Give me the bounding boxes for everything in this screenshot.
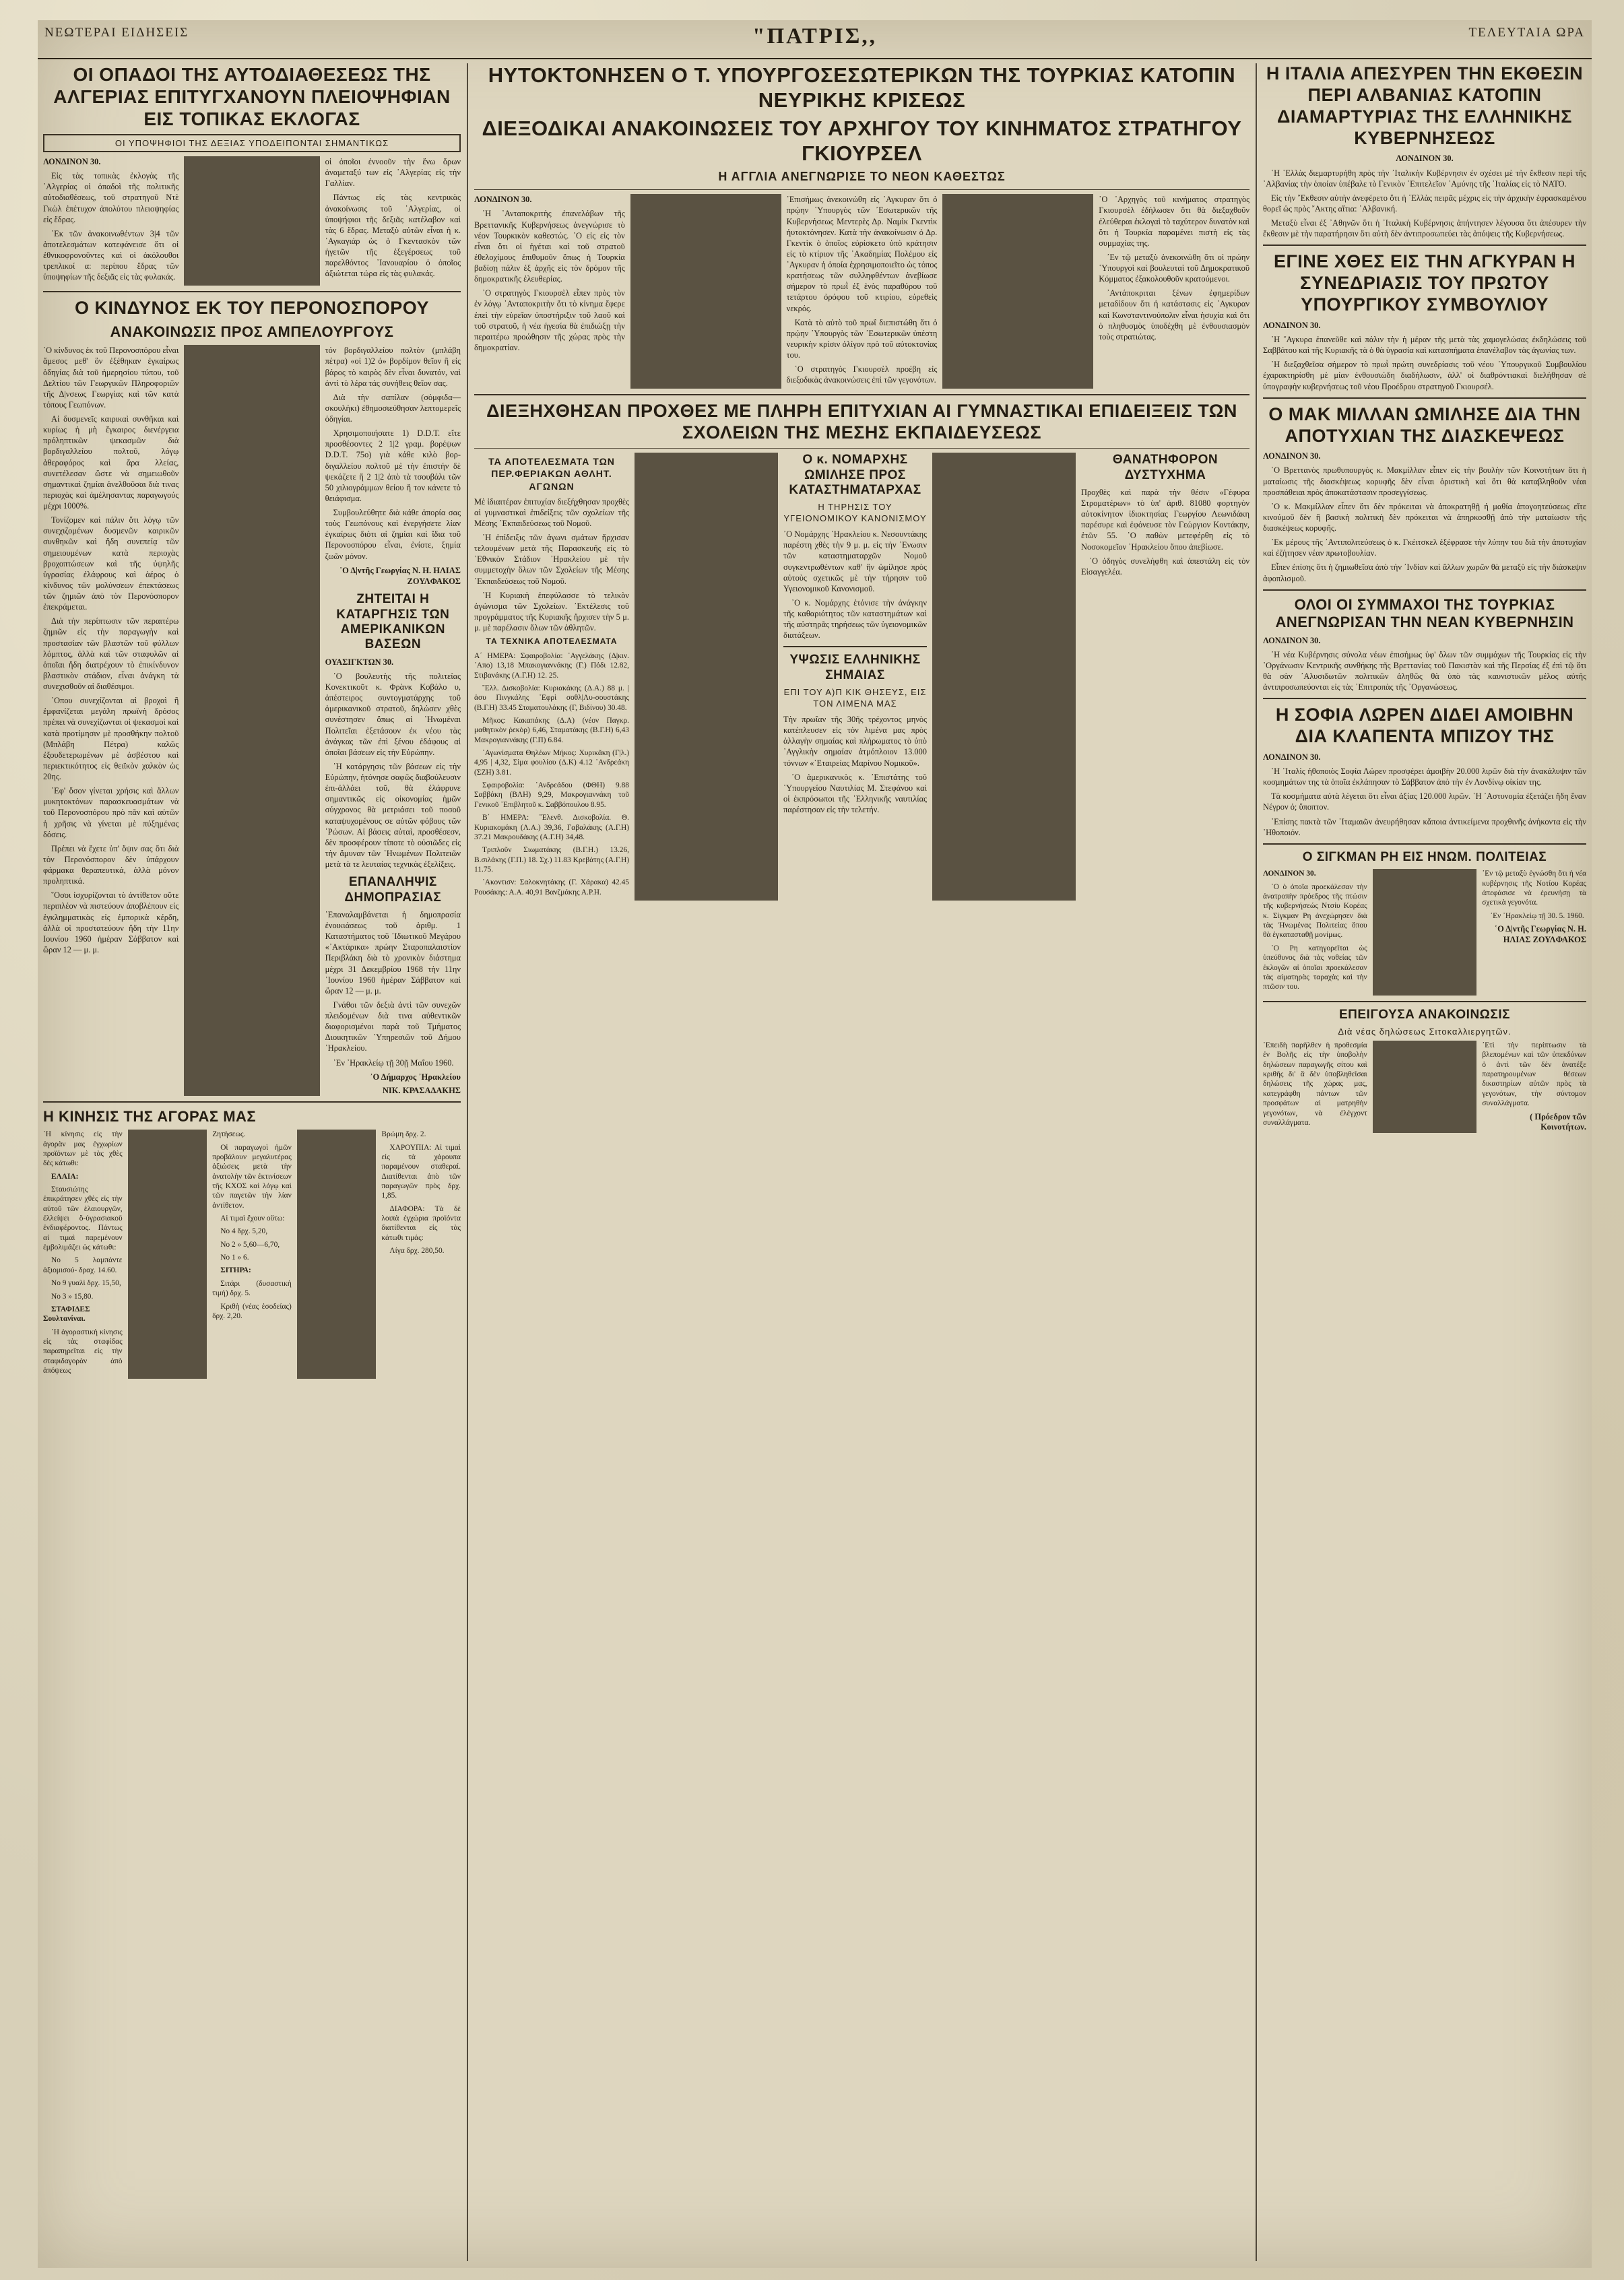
rhee-p3: ᾽Εν τῷ μεταξὺ ἐγνώσθη ὅτι ἡ νέα κυβέρνησις τῆς Νοτίου Κορέας ἀπεφάσισε νὰ ἐρευνήσῃ τὰ σχετικὰ γεγονότα.: [1482, 870, 1587, 907]
subhead-flag: ΕΠΙ ΤΟΥ Α)Π ΚΙΚ ΘΗΣΕΥΣ, ΕΙΣ ΤΟΝ ΛΙΜΕΝΑ ΜΑΣ: [783, 687, 927, 709]
pero-c2-t2: Διὰ τὴν σαπίλαν (σόμφιδα—σκουλήκι) ἐθημοσιεύθησαν λεπτομερεῖς ὁδηγίαι.: [325, 392, 461, 424]
subhead-urgent-notice: Διὰ νέας δηλώσεως Σιτοκαλλιεργητῶν.: [1338, 1026, 1512, 1037]
article-allies: [1263, 596, 1586, 693]
pero-p8: ῞Οσοι ἰσχυρίζονται τὸ ἀντίθετον οὕτε περιπλέον νὰ πιστεύουν ἀποβλέπουν εἰς ἐγκλημματικὰς εἰς ἐμπορικὰ κέρδη, ἀλλὰ οἱ προστατεύουν ἤδη τὴν 11ην Ιουνίου 1960 ἡμέραν Σάββατον καὶ ὥραν 12 — μ. μ.: [43, 890, 179, 954]
gym-res-2: Μῆκος: Κακαπάκης (Δ.Α) (νέον Παγκρ. μαθητικὸν ῥεκὸρ) 6,46, Σταματάκης (Β.Γ.Η) 6,43 Μακρογιαννάκης (Γ.Π) 6.84.: [474, 716, 629, 744]
pero-p7: Πρέπει νὰ ἔχετε ὑπ' ὄψιν σας ὅτι διὰ τὸν Περονόσπορον δὲν ὑπάρχουν φάρμακα θεραπευτικά, ἀλλὰ μόνον προληπτικά.: [43, 843, 179, 886]
dateline-rhee: ΛΟΝΔΙΝΟΝ 30.: [1263, 870, 1316, 878]
auction-sign2: ΝΙΚ. ΚΡΑΣΑΔΑΚΗΣ: [382, 1085, 461, 1095]
notice-signature: ( Πρόεδρον τῶν Κοινοτήτων.: [1530, 1111, 1587, 1132]
accident-p1: Προχθὲς καὶ παρὰ τὴν θέσιν «Γέφυρα Στροματέρων» τὸ ὑπ' ἀριθ. 81080 φορτηγὸν αὐτοκίνητον ἰδιοκτησίας Γεωργίου Λεωνιδάκη παρέσυρε καὶ ἐφόνευσε τὸν Γεώργιον Κοντάκην, ἐτῶν 55. ᾽Ο παθὼν μετεφέρθη εἰς τὸ Νοσοκομεῖον ᾽Ηρακλείου ὅπου ἀπεβίωσε.: [1081, 487, 1249, 552]
auction-p3: ᾽Εν ᾽Ηρακλείῳ τῇ 30ῇ Μαΐου 1960.: [333, 1057, 454, 1068]
pero-p4: Διὰ τὴν περίπτωσιν τῶν περαιτέρω ζημιῶν εἰς τὴν παραγωγὴν καὶ προστασίαν τῶν βλαστῶν τοῦ φύλλων λόμπτος, ἀλλὰ καὶ τῶν σταφυλῶν αἱ ὁποῖαι ἤδη διατρέχουν τὸ ἐπικίνδυνον βλαστικὸν στάδιον, εἶναι ἀνάγκη τὰ συνεχισθοῦν αἱ διαθέσιμοι.: [43, 616, 179, 692]
notice-p2: ᾽Ετὶ τὴν περίπτωσιν τὰ βλεπομένων καὶ τῶν ὑπεκδύνων ὁ ἀντὶ τῶν δὲν ἀνατέξε παρατηρουμένων θέσεων δικαστηρίων αὐτῶν πρὸς τὰ γεγονότων, τὴν σύντομον συναλλάγματα.: [1482, 1041, 1587, 1108]
subhead-gym-results: ΤΑ ΑΠΟΤΕΛΕΣΜΑΤΑ ΤΩΝ ΠΕΡ.ΦΕΡΙΑΚΩΝ ΑΘΛΗΤ. ΑΓΩΝΩΝ: [488, 456, 615, 492]
market-c2t8: Σιτάρι (δυσαστικὴ τιμή) δρχ. 5.: [212, 1279, 292, 1298]
paper-sheet: [38, 20, 1592, 2268]
market-c2t5: Νο 2 » 5,60—6,70,: [220, 1240, 280, 1249]
allies-p1: ῾Η νέα Κυβέρνησις σύνολα νέων ἐπισήμως ὑφ' ὅλων τῶν συμμάχων τῆς Τουρκίας εἰς τὴν ᾽Οργάνωσιν Κεντρικῆς συνθήκης τῆς Βρεττανίας τοῦ Πακιστὰν καὶ τῆς Περσίας ἐξ ἐπὶ τῷ ὅτι θὰ σὰν ᾽Αλυσιδωτῶν πολιτικῶν ἀληθῶς θὰ ὑπὸ τὰς καυνιστικῶν μέλος αὐτῆς ἀντιπροσωπεύονται εἰς τὰς ᾽Επιτροπὰς τῆς ᾽Οργανώσεως.: [1263, 649, 1586, 692]
gym-p1: Μὲ ἰδιαιτέραν ἐπιτυχίαν διεξήχθησαν προχθὲς αἱ γυμναστικαὶ ἐπιδείξεις τῶν σχολείων τῆς Μέσης ᾽Εκπαιδεύσεως τοῦ Νομοῦ.: [474, 496, 629, 528]
article-macmillan: [1263, 404, 1586, 584]
article-gymnastics: [474, 401, 1249, 901]
macmillan-p4: Εἶπεν ἐπίσης ὅτι ἡ ζημιωθεῖσα ἀπὸ τὴν ᾽Ινδίαν καὶ ἄλλων χωρῶν θὰ μεταξὺ εἰς τὴν διάσκεψιν ἀφοπλισμοῦ.: [1263, 562, 1586, 583]
accident-p2: ᾽Ο ὁδηγὸς συνελήφθη καὶ ἀπεστάλη εἰς τὸν Εἰσαγγελέα.: [1081, 556, 1249, 577]
market-b2: Νο 5 λαμπάντε ἀξιομισού- δραχ. 14.60.: [43, 1256, 123, 1274]
article-syngman-rhee: [1263, 850, 1586, 996]
masthead-left-label: ΝΕΩΤΕΡΑΙ ΕΙΔΗΣΕΙΣ: [44, 26, 189, 40]
nomarch-p3: ᾽Ο Νομάρχης ᾽Ηρακλείου κ. Νεσουντάκης παρέστη χθὲς τὴν 9 μ. μ. εἰς τὴν ᾽Ενωσιν τῶν καταστηματαρχῶν Νομοῦ συγκεντρωθέντων καθ' ἣν ὡμίλησε πρὸς αὐτοὺς σχετικῶς μὲ τὴν τήρησιν τοῦ Υγειονομικοῦ Κανονισμοῦ.: [783, 529, 927, 593]
article-italy: [1263, 63, 1586, 239]
headline-flag: ΥΨΩΣΙΣ ΕΛΛΗΝΙΚΗΣ ΣΗΜΑΙΑΣ: [789, 653, 921, 682]
italy-p1: ῾Η ῾Ελλὰς διεμαρτυρήθη πρὸς τὴν ᾽Ιταλικὴν Κυβέρνησιν ἐν σχέσει μὲ τὴν ἔκθεσιν περὶ τῆς ᾽Αλβανίας τὴν ὁποίαν ὑπέβαλε τὸ Γενικὸν ᾽Επιτελεῖον ᾽Αμύνης τῆς ᾽Ιταλίας εἰς τὸ ΝΑΤΟ.: [1263, 168, 1586, 189]
macmillan-p1: ῾Ο Βρεττανὸς πρωθυπουργὸς κ. Μακμίλλαν εἶπεν εἰς τὴν βουλὴν τῶν Κοινοτήτων ὅτι ἡ ματαίωσις τῆς διασκέψεως κορυφῆς δὲν εἶναι ὁριστικὴ καὶ ὅτι θὰ καταβληθοῦν νέαι προσπάθειαι πρὸς ἀποκατάστασιν προσεγγίσεως.: [1263, 465, 1586, 497]
dateline-allies: ΛΟΝΔΙΝΟΝ 30.: [1263, 635, 1321, 645]
gym-res-7: ᾽Ακοντισν: Σαλοκνητάκης (Γ. Χάρακα) 42.45 Ρουσάκης: Α.Α. 40,91 Βανζμάκης Α.Ρ.Η.: [474, 878, 629, 897]
algeria-p4: Πάντως εἰς τὰς κεντρικὰς ἀνακοίνωσις τοῦ ᾽Αλγερίας, οἱ ὑποψήφιοι τῆς δεξιᾶς κατέλαβον καὶ τὰς 6 ἕδρας. Μεταξὺ αὐτῶν εἶναι ἡ κ. ᾽Αγκαγιάρ ὡς ὁ Γκεντασκὸν τῶν ἡγετῶν τῆς ἐξεγέρσεως τοῦ παρελθόντος ᾽Ιανουαρίου ὁ ὁποῖος ἀξιώτεται τώρα εἰς τὰς φυλακάς.: [325, 193, 461, 279]
bases-p1: ᾽Ο βουλευτὴς τῆς πολιτείας Κονεκτικοῦτ κ. Φρὰνκ Κοβάλο υ, ἀπέστειρος συντογματάρχης τοῦ ἀμερικανικοῦ στρατοῦ, δηλώσεν χθὲς συνέστησεν ὅπως αἱ ῾Ηνωμέναι Πολιτεῖαι ἐξετάσουν ἐκ νέου τὰς ἀνάγκας τῶν ἐπὶ ξένου ἐδάφους αἱ ὁποῖαι βάσεων εἰς τὴν Εὐρώπην.: [325, 671, 461, 757]
headline-nomarch: Ο κ. ΝΟΜΑΡΧΗΣ ΩΜΙΛΗΣΕ ΠΡΟΣ ΚΑΤΑΣΤΗΜΑΤΑΡΧΑΣ: [789, 453, 921, 497]
pero-c2-t1: τόν βορδιγαλλείου πολτὸν (μπλάβη πέτρα) «οἱ 1)2 ὁ» βορδίμον θεῖον ἢ εἰς βάρος τὸ καιρὸς δὲν εἶναι δυνατόν, ναὶ ἀντὶ τὸ λέρα τάς συνήθεις θεῖον σας.: [325, 346, 461, 388]
headline-macmillan: Ο ΜΑΚ ΜΙΛΛΑΝ ΩΜΙΛΗΣΕ ΔΙΑ ΤΗΝ ΑΠΟΤΥΧΙΑΝ ΤΗΣ ΔΙΑΣΚΕΨΕΩΣ: [1268, 403, 1581, 446]
notice-p1: ᾽Επειδὴ παρῆλθεν ἡ προθεσμία ἐν Βολῆς εἰς τὴν ὑποβολὴν δηλώσεων παραγωγῆς σίτου καὶ κριθῆς δι' ἃ δὲν ὑποβληθεῖσαι δηλώσεις τῆς χώρας μας, κατεγράφθη πάντων τῶν προσφάτων αἱ ματρηθὴν γεγονότων, νὰ ἐλέγχοντ συναλλάγματα.: [1263, 1041, 1367, 1127]
subhead-algeria: ΟΙ ΥΠΟΨΗΦΙΟΙ ΤΗΣ ΔΕΞΙΑΣ ΥΠΟΔΕΙΠΟΝΤΑΙ ΣΗΜΑΝΤΙΚΩΣ: [43, 134, 461, 152]
turkey-c2p1: ῾Ο ᾽Αρχηγὸς τοῦ κινήματος στρατηγὸς Γκιουρσὲλ ἐδήλωσεν ὅτι θὰ διεξαχθοῦν ἐλεύθεραι ἐκλογαὶ τὸ ταχύτερον δυνατὸν καὶ ὅτι ἡ Τουρκία παραμένει πιστὴ εἰς τὰς συμμαχίας της.: [1099, 195, 1249, 248]
headline-gymnastics: ΔΙΕΞΗΧΘΗΣΑΝ ΠΡΟΧΘΕΣ ΜΕ ΠΛΗΡΗ ΕΠΙΤΥΧΙΑΝ ΑΙ ΓΥΜΝΑΣΤΙΚΑΙ ΕΠΙΔΕΙΞΕΙΣ ΤΩΝ ΣΧΟΛΕΙΩΝ ΤΗΣ ΜΕΣΗΣ ΕΚΠΑΙΔΕΥΣΕΩΣ: [486, 401, 1237, 443]
pero-p3: Τονίζομεν καὶ πάλιν ὅτι λόγῳ τῶν συνεχιζομένων δυσμενῶν καιρικῶν συνθηκῶν καὶ ἤδη συνεπείᾳ τῶν σημειουμένων κατὰ περιοχὰς βροχοπτώσεων καὶ τῆς ὑψηλῆς ὑγρασίας ἐλάφρους καὶ ἀέρος ὁ κίνδυνος τῶν μολύνσεων ἐπεκτάσεως τῶν ζημιῶν ἀπὸ τὸν Περονόσπορον ἐπεκράμεται.: [43, 515, 179, 612]
algeria-p1: Εἰς τὰς τοπικὰς ἐκλογὰς τῆς ᾽Αλγερίας οἱ ὀπαδοὶ τῆς πολιτικῆς αὐτοδιαθέσεως, τοῦ στρατηγοῦ Ντὲ Γκὼλ ἐπέτυχον ἀπολύτου πλειοψηφίας εἰς ἕδρας.: [43, 171, 179, 224]
headline-peronospora: Ο ΚΙΝΔΥΝΟΣ ΕΚ ΤΟΥ ΠΕΡΟΝΟΣΠΟΡΟΥ: [75, 298, 429, 319]
headline-allies: ΟΛΟΙ ΟΙ ΣΥΜΜΑΧΟΙ ΤΗΣ ΤΟΥΡΚΙΑΣ ΑΝΕΓΝΩΡΙΣΑΝ ΤΗΝ ΝΕΑΝ ΚΥΒΕΡΝΗΣΙΝ: [1275, 595, 1574, 630]
gym-res-6: Τριπλοῦν Σιωματάκης (Β.Γ.Η.) 13.26, Β.σιλάκης (Γ.Π.) 18. Σχ.) 11.83 Κρεβάτης (Α.Γ.Η) 11.75.: [474, 846, 629, 874]
headline-italy: Η ΙΤΑΛΙΑ ΑΠΕΣΥΡΕΝ ΤΗΝ ΕΚΘΕΣΙΝ ΠΕΡΙ ΑΛΒΑΝΙΑΣ ΚΑΤΟΠΙΝ ΔΙΑΜΑΡΤΥΡΙΑΣ ΤΗΣ ΕΛΛΗΝΙΚΗΣ ΚΥΒΕΡΝΗΣΕΩΣ: [1266, 63, 1584, 148]
dateline-bases: ΟΥΑΣΙΓΚΤΩΝ 30.: [325, 657, 394, 667]
headline-loren: Η ΣΟΦΙΑ ΛΩΡΕΝ ΔΙΔΕΙ ΑΜΟΙΒΗΝ ΔΙΑ ΚΛΑΠΕΝΤΑ ΜΠΙΖΟΥ ΤΗΣ: [1275, 705, 1574, 747]
turkey-c2p3: ᾽Αντάποκριται ξένων ἐφημερίδων μεταδίδουν ὅτι ἡ κατάστασις εἰς ᾽Αγκυραν καὶ Κωνσταντινούπολιν εἶναι ἡσυχία καὶ ὅτι ὁ πληθυσμὸς ὑποδέχθη μὲ ἐνθουσιασμὸν τοὺς στρατιώτας.: [1099, 288, 1249, 341]
market-c2t4: Νο 4 δρχ. 5,20,: [220, 1227, 268, 1236]
market-c2t2: Οἱ παραγωγοὶ ἡμῶν προβάλουν μεγαλυτέρας ἀξιώσεις μετὰ τὴν ἀνατολὴν τῶν ἐκτινίσεων τῆς ΚΧΟΣ καὶ λόγῳ καὶ τῶν παγετῶν τὴν λίαν ἀντίθετον.: [212, 1143, 292, 1210]
market-c2t6: Νο 1 » 6.: [220, 1253, 249, 1262]
subhead-sanitary: Η ΤΗΡΗΣΙΣ ΤΟΥ ΥΓΕΙΟΝΟΜΙΚΟΥ ΚΑΝΟΝΙΣΜΟΥ: [783, 502, 927, 524]
pero-p5: ᾽Οπου συνεχίζονται αἱ βροχαὶ ἢ ἐμφανίζεται μεγάλη πρωϊνὴ δρόσος πρέπει νὰ συνεχίζωνται οἱ ψεκασμοὶ καὶ κατὰ προτίμησιν μὲ προσθήκην πολτοῦ (Μπλάβη Πέτρα) καλῶς ἐξουδετερωμένων μὲ ἀσβέστου καὶ περιεκτικότητος εἰς θειϊκὸν χαλκὸν ὡς 20ης.: [43, 696, 179, 782]
gym-res-3: ᾽Αγωνίσματα Θηλέων Μήκος: Χυρικᾶκη (Γ|λ.) 4,95 | 4,32, Σὶμα φουλίου (Δ.Κ) 4.12 ᾽Ανδρεάκη (ΣΖΗ) 3.81.: [474, 749, 629, 777]
auction-p1: ᾽Επαναλαμβάνεται ἡ δημοπρασία ἐνοικιάσεως τοῦ ἀριθμ. 1 Καταστήματος τοῦ ᾽Ιδιωτικοῦ Μεγάρου «᾽Ακτάρικα» πρώην Σταροπαλαιστίον Περιβλάκη διὰ τὸ χρονικὸν διάστημα μέχρι 31 Δεκεμβρίου 1968 τὴν 11ην ᾽Ιουνίου 1960 ἡμέραν Σάββατον καὶ ὥραν 12 — μ. μ.: [325, 909, 461, 996]
market-b3: Νο 9 γυαλὶ δρχ. 15,50,: [51, 1279, 121, 1288]
dateline-turkey: ΛΟΝΔΙΝΟΝ 30.: [474, 195, 532, 205]
market-c2t3: Αἱ τιμαὶ ἔχουν οὕτω:: [220, 1214, 285, 1223]
headline-gursel: ΔΙΕΞΟΔΙΚΑΙ ΑΝΑΚΟΙΝΩΣΕΙΣ ΤΟΥ ΑΡΧΗΓΟΥ ΤΟΥ ΚΙΝΗΜΑΤΟΣ ΣΤΡΑΤΗΓΟΥ ΓΚΙΟΥΡΣΕΛ: [482, 117, 1242, 165]
gym-p3: ῾Η Κυριακὴ ἐπεφύλασσε τὸ τελικὸν ἀγώνισμα τῶν Σχολείων. ᾽Εκτέλεσις τοῦ προγράμματος τῆς Κυριακῆς ἤρχισεν τὴν 5 μ. μ. μὲ παρέλασιν ὅλων τῶν ἀθλητῶν.: [474, 590, 629, 633]
market-c2t7: ΣΙΤΗΡΑ:: [220, 1266, 251, 1275]
market-c3t2: ΧΑΡΟΥΠΙΑ: Αἱ τιμαὶ εἰς τὰ χάρουπα παραμένουν σταθεραί. Διατίθενται ἀπὸ τῶν παραγωγῶν πρὸς δρχ. 1,85.: [381, 1143, 461, 1200]
flag-p6: ᾽Ο ἁμερικανικὸς κ. ᾽Επιστάτης τοῦ ῾Υπουργείου Ναυτιλίας Μ. Στεφάνου καὶ οἱ ἐκπρόσωποι τῆς ῾Ελληνικῆς ναυτιλίας παρέστησαν εἰς τὴν τελετήν.: [783, 772, 927, 814]
gym-res-1: ῎Ελλ. Δισκοβολία: Κυριακάκης (Δ.Α.) 88 μ. | ἀσυ Πινγκάλης ᾽Εφρὶ σοθλ|Λυ-σουστάκης (Β.Γ.Η) 33.45 Σταματουλάκης (Γ, Βιδίνου) 30.48.: [474, 684, 629, 712]
market-c2t1: Ζητήσεως.: [212, 1130, 246, 1139]
turkey-p3: ᾽Επισήμως ἀνεκοινώθη εἰς ᾽Αγκυραν ὅτι ὁ πρῴην ῾Υπουργὸς τῶν ᾽Εσωτερικῶν τῆς Κυβερνήσεως Μεντερὲς Δρ. Ναμὶκ Γκεντὶκ ἠυτοκτόνησεν. Κατὰ τὴν ἀνακοίνωσιν ὁ Δρ. Γκεντὶκ ὁ ὁποῖος εὑρίσκετο ὑπὸ κράτησιν εἰς τὸ κτίριον τῆς ᾽Ακαδημίας Πολέμου εἰς ᾽Αγκυραν ἡ ὁποία ἐχρησιμοποιεῖτο ὡς τόπος κρατήσεως τῶν συλληφθέντων ἀνεβίωσε σήμερον τὸ πρωῒ ἐξ ἑνὸς παραθύρου τοῦ τετάρτου ὀρόφου τοῦ κτιρίου, εὑρεθεὶς νεκρός.: [786, 195, 938, 313]
rhee-p2: ᾽Ο Ρη κατηγορεῖται ὡς ὑπεύθυνος διὰ τὰς νοθείας τῶν ἐκλογῶν αἱ ὁποῖαι προεκάλεσαν τὰς αἱματηρὰς ταραχὰς καὶ τὴν πτῶσιν του.: [1263, 944, 1367, 991]
article-turkey-lead: [474, 63, 1249, 389]
cabinet-p1: ῾Η ῎Αγκυρα ἐπανεῦθε καὶ πάλιν τὴν ἡ μέραν τῆς μετὰ τὰς χαμογελώσας ἐκδηλώσεις τοῦ Σαββάτου καὶ τῆς Κυριακῆς τὰ ὁ θὰ ὑγρασία καὶ κατασπήματα ἐπανέλαβον τὰς ἀγωνίας των.: [1263, 335, 1586, 356]
headline-bases: ΖΗΤΕΙΤΑΙ Η ΚΑΤΑΡΓΗΣΙΣ ΤΩΝ ΑΜΕΡΙΚΑΝΙΚΩΝ ΒΑΣΕΩΝ: [336, 592, 450, 652]
auction-p2: Γνάθοι τῶν δεξιὰ ἀντὶ τῶν συνεχῶν πλειδομένων διὰ τινα αὐθεντικῶν διαφορισμένοι παρὰ τοῦ Τμήματος Διοικητικῶν ᾽Υπηρεσιῶν τοῦ Δήμου ᾽Ηρακλείου.: [325, 1000, 461, 1053]
macmillan-p3: ᾽Εκ μέρους τῆς ᾽Αντιπολιτεύσεως ὁ κ. Γκέιτσκελ ἐξέφρασε τὴν λύπην του διὰ τὴν ἀποτυχίαν καὶ ἐζήτησεν νέαν πρωτοβουλίαν.: [1263, 538, 1586, 558]
headline-urgent-notice: ΕΠΕΙΓΟΥΣΑ ΑΝΑΚΟΙΝΩΣΙΣ: [1339, 1007, 1510, 1022]
column-divider-2: [1256, 63, 1257, 2261]
cabinet-p2: ῾Η διεξαχθεῖσα σήμερον τὸ πρωῒ πρώτη συνεδρίασις τοῦ νέου ῾Υπουργικοῦ Συμβουλίου ἐχαρακτηρίσθη μὲ μίαν ἐνθουσιώδη διαδήλωσιν, ἀλλ' οἱ διαθρόντιακαὶ διελήθησαν σὲ ὑπογραφὴν κυβερνήσεως τοῦ νέου Προέδρου στρατηγοῦ Γκιουρσέλ.: [1263, 360, 1586, 391]
loren-p2: Τὰ κοσμήματα αὐτὰ λέγεται ὅτι εἶναι ἀξίας 120.000 λιρῶν. ῾Η ᾽Αστυνομία ἐξετάζει ἤδη ἕναν Νέγρον ὁ; ὕποπτον.: [1263, 791, 1586, 812]
masthead: [38, 20, 1592, 59]
turkey-p1: ῾Η ᾽Ανταποκριτὴς ἐπανελάβων τῆς Βρεττανικῆς Κυβερνήσεως ἀνεγνώρισε τὸ νέον Τουρκικὸν καθεστώς. ᾽Ο εἰς εἰς τὸν εἶναι ὅτι οἱ ἡγέται καὶ τοῦ στρατοῦ ἐθελοχίμους ἐπιθυμοῦν ὅπως ἡ Τουρκία βαδίσῃ πάλιν ἐξ ἀρχῆς εἰς τὸν δρόμον τῆς δημοκρατικῆς ἐλευθερίας.: [474, 209, 625, 284]
headline-accident: ΘΑΝΑΤΗΦΟΡΟΝ ΔΥΣΤΥΧΗΜΑ: [1112, 453, 1219, 482]
column-divider-1: [467, 63, 468, 2261]
market-b5title: ΣΤΑΦΙΔΕΣ Σουλτανίναι.: [43, 1305, 90, 1324]
market-c2t9: Κριθὴ (νέας ἐσοδείας) δρχ. 2,20.: [212, 1302, 292, 1320]
page-grid: [38, 59, 1592, 2268]
rhee-p4: ᾽Εν ᾽Ηρακλείῳ τῇ 30. 5. 1960.: [1490, 911, 1584, 920]
macmillan-p2: ᾽Ο κ. Μακμίλλαν εἶπεν ὅτι δὲν πρόκειται νὰ ἀποκρατηθῇ ἡ μαθία ἀπογοητεύσεως εἴτε κινούμοῦ δὲν ἢ βασικὴ πολιτικὴ δὲν πρόκειται νὰ ἀπηρκοσθῇ ἀπὸ τὴν ματαίωσιν τῆς διασκέψεως κορυφῆς.: [1263, 501, 1586, 533]
pero-c2-t4: Συμβουλεύθητε διὰ κάθε ἀπορία σας τοὺς Γεωπόνους καὶ ἐνεργήσετε λίαν ἐγκαίρως διότι αἱ ζημίαι καὶ ἴδια τοῦ Περονοσπόρου εἶναι, ἐνίοτε, ξημία ζωῶν μόνον.: [325, 508, 461, 561]
market-c3t3: ΔΙΑΦΟΡΑ: Τὰ δὲ λοιπὰ ἐγχώρια προϊόντα διατίθενται εἰς τὰς κάτωθι τιμάς:: [381, 1204, 461, 1242]
subhead-england: Η ΑΓΓΛΙΑ ΑΝΕΓΝΩΡΙΣΕ ΤΟ ΝΕΟΝ ΚΑΘΕΣΤΩΣ: [718, 170, 1006, 184]
flag-p5: Τὴν πρωΐαν τῆς 30ῆς τρέχοντος μηνὸς κατέπλευσεν εἰς τὸν λιμένα μας πρὸς ἀλλαγὴν σημαίας καὶ πλήρωματος τὸ ὑπὸ ᾽Αγγλικὴν σημαίαν ἀτμόπλοιον 13.000 τόννων «῾Εταιρείας Μαρίνου Νομικοῦ».: [783, 715, 927, 768]
pero-signature: ᾽Ο Δ|ντῆς Γεωργίας Ν. Η. ΗΛΙΑΣ ΖΟΥΛΦΑΚΟΣ: [339, 565, 461, 586]
headline-algeria: ΟΙ ΟΠΑΔΟΙ ΤΗΣ ΑΥΤΟΔΙΑΘΕΣΕΩΣ ΤΗΣ ΑΛΓΕΡΙΑΣ ΕΠΙΤΥΓΧΑΝΟΥΝ ΠΛΕΙΟΨΗΦΙΑΝ ΕΙΣ ΤΟΠΙΚΑΣ ΕΚΛΟΓΑΣ: [53, 64, 451, 130]
rhee-p1: ᾽Ο ὁ ὁποῖα προεκάλεσαν τὴν ἀνατροπὴν πρόεδρος τῆς πτώσιν τῆς κυβερνήσεώς Ντσίυ Κορέας κ. Σίγκμαν Ρη ἀνεχώρησεν διὰ τὰς Ἡνωμένας Πολιτείας ὅπου θὰ ἐγκατασταθῇ μονίμως.: [1263, 882, 1367, 940]
market-b5: ᾽Η ἀγοραστικὴ κίνησις εἰς τὰς σταφίδας παραπηρεῖται εἰς τὴν σταφιδαγορὰν ἀπὸ ἀπόψεως: [43, 1328, 123, 1375]
pero-p6: ᾽Εφ' ὅσον γίνεται χρήσις καὶ ἄλλων μυκητοκτόνων παρασκευασμάτων νὰ τοῦ Περονοσπόρου πρὸ πᾶν καὶ αὐτῶν ἡ χρῆσις νὰ γίνεται μὲ πύξημένας δόσεις.: [43, 786, 179, 839]
pero-p2: Αἱ δυσμενεῖς καιρικαὶ συνθῆκαι καὶ κυρίως ἡ μὴ ἔγκαιρος διενέργεια πρόληπτικῶν ψεκασμῶν διὰ βορδιγαλλείου πολτοῦ, λόγῳ ἀθεραφόρος καὶ ἄρα λλείας, συνετέλεσαν ὥστε νὰ σημειωθοῦν σημαντικαὶ ζημίαι ἀνελθοῦσαι διὰ τινας περιοχὰς καὶ ἀμέλησαντας παραγωγούς μέχρι 1000%.: [43, 414, 179, 511]
pero-p1: ᾽Ο κίνδυνος ἐκ τοῦ Περονοσπόρου εἶναι ἄμεσος μεθ' ὃν ἐξέθηκαν ἐγκαίρως ὁδηγίας διὰ τοῦ ἡμερησίου τύπου, τοῦ Δελτίου τῶν Γεωργικῶν Πληροφοριῶν τῆς Δ|νσεως Γεωργίας καὶ τῶν κατὰ τόπους Γεωπόνων.: [43, 346, 179, 410]
gym-results-head: ΤΑ ΤΕΧΝΙΚΑ ΑΠΟΤΕΛΕΣΜΑΤΑ: [486, 637, 618, 647]
market-b1: Σταυσιώτης ἐπικράτησεν χθὲς εἰς τὴν αὐτοῦ τῶν ἑλαιουργῶν, ἐλλείψει ὅ-ὑγρασιακοῦ ἐνδιαφέροντος. Πάντως αἱ τιμαὶ παρεμένουν ἐμβολιμάζει ὡς κάτωθι:: [43, 1185, 123, 1252]
dateline-macmillan: ΛΟΝΔΙΝΟΝ 30.: [1263, 451, 1321, 461]
column-right: [1263, 63, 1586, 2261]
headline-market: Η ΚΙΝΗΣΙΣ ΤΗΣ ΑΓΟΡΑΣ ΜΑΣ: [43, 1108, 257, 1126]
column-center: [474, 63, 1249, 2261]
article-urgent-notice: [1263, 1008, 1586, 1133]
nomarch-p4: ᾽Ο κ. Νομάρχης ἐτόνισε τὴν ἀνάγκην τῆς καθαριότητος τῶν καταστημάτων καὶ τῆς αὐστηρᾶς τηρήσεως τῶν ὑγειονομικῶν διατάξεων.: [783, 597, 927, 641]
turkey-p5: ῾Ο στρατηγὸς Γκιουρσὲλ προέβη εἰς διεξοδικὰς ἀνακοινώσεις ἐπὶ τῶν γεγονότων.: [786, 364, 938, 385]
italy-p2: Εἰς τὴν ῎Εκθεσιν αὐτὴν ἀνεφέρετο ὅτι ἡ ῾Ελλὰς πειρᾶς μέχρις εἰς τὴν ἀρχικὴν ἐφρασκαμένου θορεῖ ὡς πρὸς ῎Ακτης αἴτια: ᾽Αλβανική.: [1263, 193, 1586, 214]
article-market: [43, 1108, 461, 1379]
article-cabinet: [1263, 251, 1586, 391]
italy-p3: Μεταξὺ εἶναι ἐξ ᾽Αθηνῶν ὅτι ἡ ᾽Ιταλικὴ Κυβέρνησις ἀπήντησεν λέγουσα ὅτι ἀπέσυρεν τὴν ἔκθεσιν μὲ τὴν παρατήρησιν ὅτι αὐτὴ δὲν ἀντιπροσωπεύει τὰς ἀπόψεις τῆς Κυβερνήσεως.: [1263, 218, 1586, 239]
algeria-p3: οἱ ὁποῖοι ἐννοοῦν τὴν ἕνω ὅρων ἀναμεταξύ των εἰς ᾽Αλγερίας εἰς τὴν Γαλλίαν.: [325, 157, 461, 189]
turkey-p2: ᾽Ο στρατηγὸς Γκιουρσὲλ εἶπεν πρὸς τὸν ἐν λόγῳ ᾽Ανταποκριτὴν ὅτι τὸ κίνημα ἔφερε ἐπεὶ τὴν εὐρεῖαν ὑποστήριξιν τοῦ λαοῦ καὶ τοῦ στρατοῦ, ἡ νέα ἡγεσία θὰ ἐπιδιώξῃ τὴν περαιτέρω προώθησιν τῆς χώρας πρὸς τὴν δημοκρατίαν.: [474, 288, 625, 352]
auction-sign1: ᾽Ο Δήμαρχος ᾽Ηρακλείου: [370, 1072, 461, 1082]
loren-p1: ῾Η ᾽Ιταλὶς ἠθοποιὸς Σοφία Λώρεν προσφέρει ἀμοιβὴν 20.000 λιρῶν διὰ τὴν ἀνακάλυψιν τῶν κοσμημάτων της τὰ ὁποῖα ἐκλάπησαν τὸ Σάββατον ἀπὸ τὴν ἐν Λονδίνῳ οἰκίαν της.: [1263, 767, 1586, 787]
dateline-cabinet: ΛΟΝΔΙΝΟΝ 30.: [1263, 320, 1321, 330]
market-b4: Νο 3 » 15,80.: [51, 1292, 94, 1301]
gym-p2: ῾Η ἐπίδειξις τῶν ἀγωνι σμάτων ἤρχισαν τελουμένων μετὰ τῆς Παρασκευῆς εἰς τὸ ᾽Εθνικὸν Στάδιον ᾽Ηρακλείου μὲ τὴν συμμετοχὴν ὅλων τῶν Σχολείων τῆς Μέσης ᾽Εκπαιδεύσεως τοῦ Νομοῦ.: [474, 533, 629, 586]
bases-p2: ῾Η κατάργησις τῶν βάσεων εἰς τὴν Εὐρώπην, ἠτόνησε σαφῶς διαβούλευσιν ἐπι-ἀλλάει τοῦ, θὰ ἐλάφρυνε σημαντικῶς εἰς οἰκονομίας ἡμῶν σύγχρονος θὰ μετριάσει τοῦ ποσοῦ καταψυχομένους σε αὐτῶν φόβους τῶν ῾Ρώσων. Αἱ βάσεις αὐταὶ, προσθέσεσν, δὲν προσφέρουν τίποτε τὸ οὐσιῶδες εἰς τὴν ἄμυναν τῶν ῾Ηνωμένων Πολιτειῶν μετὰ τὰ τε λευταίας τεχνικὰς ἐξελίξεις.: [325, 761, 461, 870]
gym-res-4: Σφαιροβολία: ᾽Ανδρεάδου (ΦΘΗ) 9.88 Σαββάκη (ΒΛΗ) 9,29, Μακρογιαννάκη τοῦ Γενικοῦ ᾽Επιβλητοῦ κ. Σαββόπουλου 8.95.: [474, 781, 629, 809]
market-intro: ᾽Η κίνησις εἰς τὴν ἀγορὰν μας ἐγχωρίων προϊόντων μὲ τὰς χθὲς δὲς κάτωθι:: [43, 1130, 123, 1168]
article-algeria: [43, 63, 461, 286]
headline-rhee: Ο ΣΙΓΚΜΑΝ ΡΗ ΕΙΣ ΗΝΩΜ. ΠΟΛΙΤΕΙΑΣ: [1302, 849, 1547, 864]
rhee-signature: ῾Ο Δ|ντῆς Γεωργίας Ν. Η. ΗΛΙΑΣ ΖΟΥΛΦΑΚΟΣ: [1494, 924, 1587, 944]
newspaper-title: "ΠΑΤΡΙΣ,,: [752, 24, 877, 48]
loren-p3: ᾽Επίσης πακτὰ τῶν ᾽Ιταμαιῶν ἀνευρήθησαν κἄποια ἀντικείμενα προχθινῆς ἀνήκοντα εἰς τὴν ᾽Ηθοποιόν.: [1263, 816, 1586, 837]
masthead-right-label: ΤΕΛΕΥΤΑΙΑ ΩΡΑ: [1468, 26, 1585, 40]
algeria-p2: ᾽Εκ τῶν ἀνακοινωθέντων 3|4 τῶν ἀποτελεσμάτων κατεφάνεισε ὅτι οἱ ἐθνικοφρονοῦντες καὶ οἱ ἀκόλουθοι τρεπλικοί α: περίπου ἕδρας τῶν ὑποψηφίων τῆς δεξιᾶς εἰς τὰς φυλακάς.: [43, 228, 179, 282]
gym-res-0: Α΄ ΗΜΕΡΑ: Σφαιροβολία: ᾽Αγγελάκης (Δ|κιν. ᾽Απο) 13,18 Μπακογιαννάκης (Γ.) Πόδι 12.82, Στιβανάκης (Α.Γ.Η) 12. 25.: [474, 651, 629, 680]
dateline-loren: ΛΟΝΔΙΝΟΝ 30.: [1263, 752, 1321, 762]
headline-auction: ΕΠΑΝΑΛΗΨΙΣ ΔΗΜΟΠΡΑΣΙΑΣ: [344, 875, 442, 905]
headline-cabinet: ΕΓΙΝΕ ΧΘΕΣ ΕΙΣ ΤΗΝ ΑΓΚΥΡΑΝ Η ΣΥΝΕΔΡΙΑΣΙΣ ΤΟΥ ΠΡΩΤΟΥ ΥΠΟΥΡΓΙΚΟΥ ΣΥΜΒΟΥΛΙΟΥ: [1274, 251, 1576, 315]
article-loren: [1263, 705, 1586, 838]
subheadline-peronospora: ΑΝΑΚΟΙΝΩΣΙΣ ΠΡΟΣ ΑΜΠΕΛΟΥΡΓΟΥΣ: [110, 323, 394, 341]
headline-turkey-suicide: ΗΥΤΟΚΤΟΝΗΣΕΝ Ο Τ. ΥΠΟΥΡΓΟΣΕΣΩΤΕΡΙΚΩΝ ΤΗΣ ΤΟΥΡΚΙΑΣ ΚΑΤΟΠΙΝ ΝΕΥΡΙΚΗΣ ΚΡΙΣΕΩΣ: [488, 63, 1236, 112]
gym-res-5: Β΄ ΗΜΕΡΑ: ῞Ελενθ. Δισκοβολία. Θ. Κυριακομάκη (Λ.Α.) 39,36, Γαβαλάκης (Α.Γ.Η) 37.21 Μακρουδάκης (Α.Γ.Η) 34,48.: [474, 814, 629, 841]
dateline-algeria: ΛΟΝΔΙΝΟΝ 30.: [43, 157, 101, 167]
market-c3t4: Λίγα δρχ. 280,50.: [389, 1247, 445, 1256]
market-b1title: ΕΛΑΙΑ:: [51, 1172, 79, 1181]
market-c3t1: Βρώμη δρχ. 2.: [381, 1130, 426, 1139]
turkey-c2p2: ᾽Εν τῷ μεταξὺ ἀνεκοινώθη ὅτι οἱ πρώην ῾Υπουργοὶ καὶ βουλευταὶ τοῦ Δημοκρατικοῦ Κόμματος ἐξακολουθοῦν κρατούμενοι.: [1099, 252, 1249, 284]
column-left: [43, 63, 461, 2261]
pero-c2-t3: Χρησιμοποιήσατε 1) D.D.T. εἴτε προσθέσοντες 2 1|2 γραμ. βορέψων D.D.T. 75ο) γιὰ κάθε κιλὸ βορ-διγαλλείου πολτοῦ μὲ τὴν ἐπιστήν δὲ ψεκάζετε ἤ 2 1|2 ἀπὸ τὰ τσουβάλι τῶν 50 χιλιογράμμων θείου ἢ τον κάνετε τὸ θειάφισμα.: [325, 428, 461, 503]
dateline-italy: ΛΟΝΔΙΝΟΝ 30.: [1396, 154, 1454, 164]
turkey-p4: Κατὰ τὸ αὐτὸ τοῦ πρωΐ διεπιστώθη ὅτι ὁ πρῴην ῾Υπουργὸς τῶν ᾽Εσωτερικῶν ὑπέστη νευρικὴν κρίσιν ὀλίγον πρὸ τοῦ αὐτοκτονίας του.: [786, 317, 938, 360]
article-peronospora: [43, 298, 461, 1096]
